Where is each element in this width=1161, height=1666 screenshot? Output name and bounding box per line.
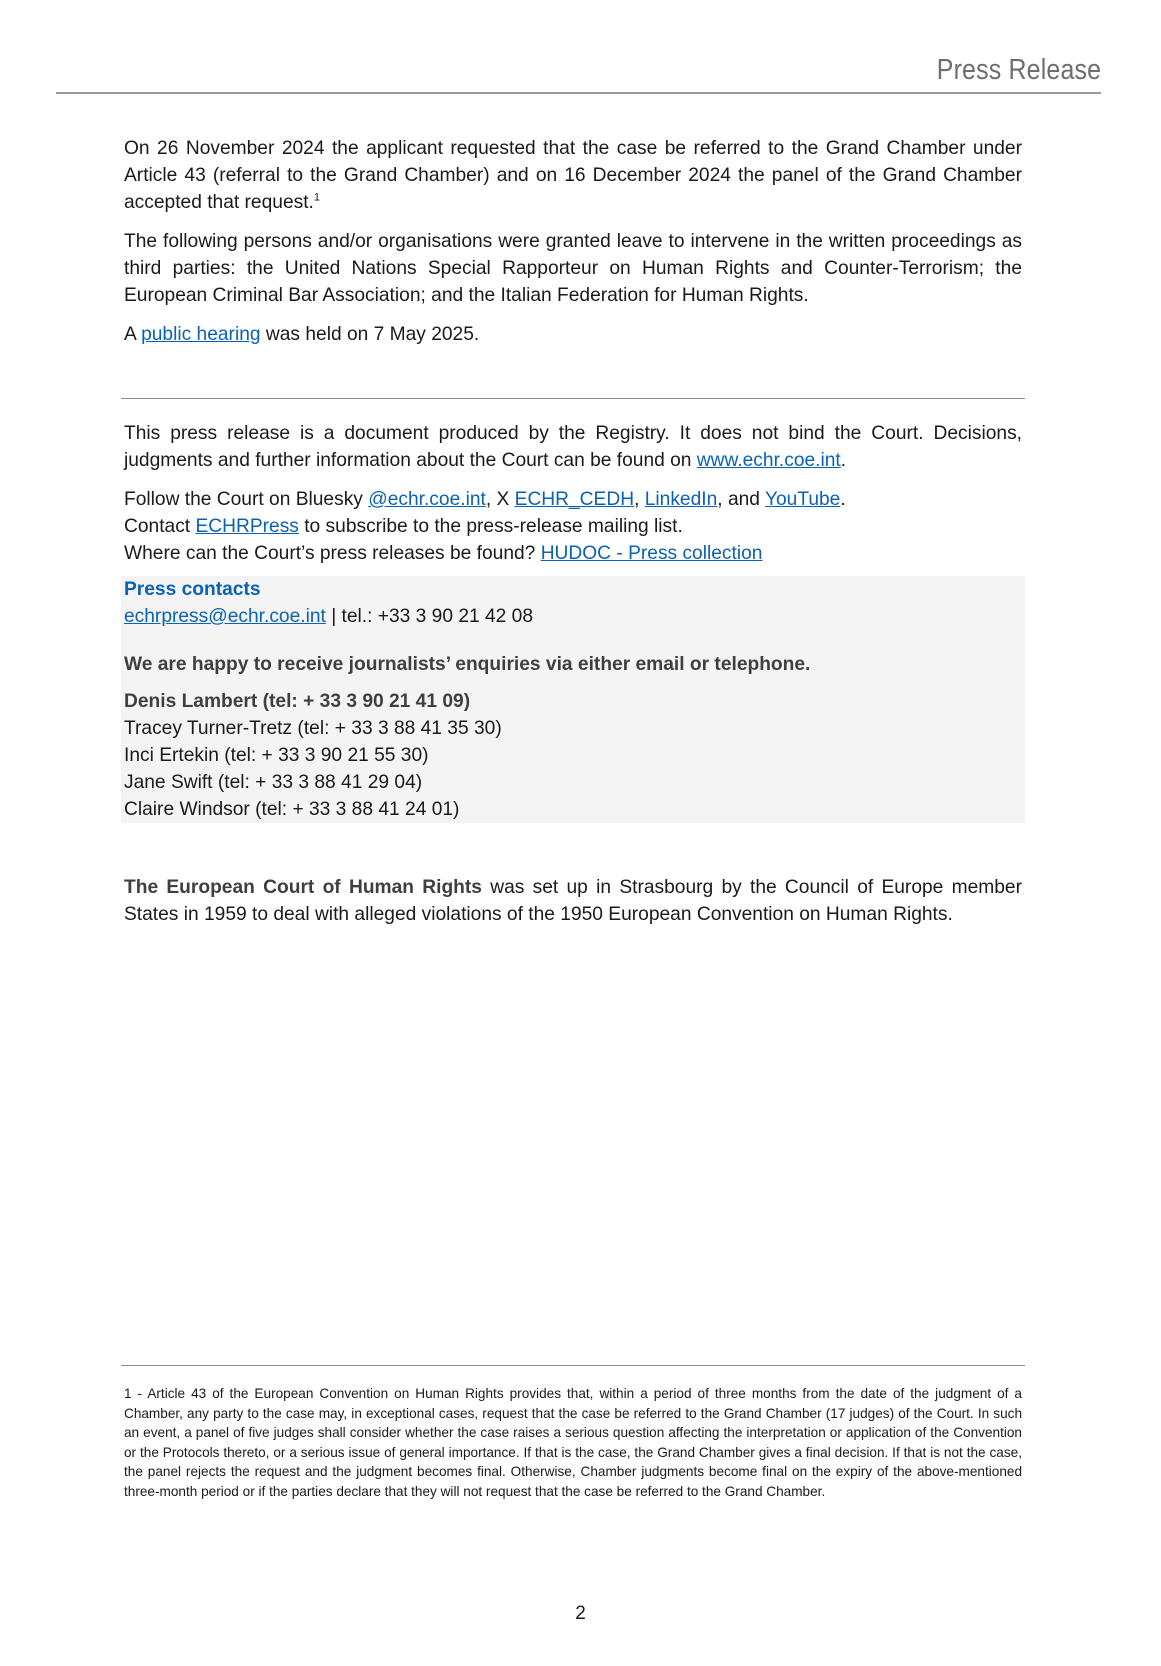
about-end: . [840,450,847,471]
press-contacts-section [124,576,1022,823]
where-prefix: Where can the Court’s press releases be found? [124,543,541,564]
court-paragraph [124,874,1022,928]
contact-item: Inci Ertekin (tel: + 33 3 90 21 55 30) [124,745,429,766]
contact-item: Jane Swift (tel: + 33 3 88 41 29 04) [124,772,423,793]
follow-prefix: Follow the Court on Bluesky [124,489,369,510]
footnote-divider [121,1365,1025,1366]
x-link[interactable]: ECHR_CEDH [514,489,635,510]
contact-suffix: to subscribe to the press-release mailing list. [298,516,683,537]
hudoc-press-link[interactable]: HUDOC - Press collection [540,543,763,564]
intro-paragraph-referral [124,135,1022,216]
contact-prefix: Contact [124,516,196,537]
bluesky-link[interactable]: @echr.coe.int [368,489,486,510]
press-email-link[interactable]: echrpress@echr.coe.int [124,606,326,627]
section-divider [121,398,1025,399]
court-name: The European Court of Human Rights [124,877,482,898]
intro-paragraph-third-parties: The following persons and/or organisations were granted leave to intervene in the written proceedings as third parties: the United Nations Special Rapporteur on Human Rights and Counter-Terrorism; the European Criminal Bar Association; and the Italian Federation for Human Rights. [124,231,1022,306]
contact-item: Denis Lambert (tel: + 33 3 90 21 41 09) [124,691,471,712]
court-text: was set up in Strasbourg by the Council of Europe member States in 1959 to deal with alleged violations of the 1950 European Convention on Human Rights. [124,877,1022,925]
intro-paragraph-hearing [124,321,1022,348]
echrpress-link[interactable]: ECHRPress [195,516,299,537]
public-hearing-link[interactable]: public hearing [141,324,261,345]
page-number: 2 [575,1603,586,1624]
follow-end: . [840,489,846,510]
intro-paragraph-referral-text: On 26 November 2024 the applicant requested that the case be referred to the Grand Chamber under Article 43 (referral to the Grand Chamber) and on 16 December 2024 the panel of the Grand Chamber accepted that request. [124,138,1022,213]
page-header [56,50,1101,94]
hearing-suffix: was held on 7 May 2025. [260,324,480,345]
about-section [124,420,1022,567]
intro-section [124,135,1022,360]
where-line [124,540,1022,567]
hearing-prefix: A [124,324,142,345]
press-email-line [124,603,1022,630]
echr-website-link[interactable]: www.echr.coe.int [696,450,841,471]
follow-sep-1: , X [485,489,515,510]
about-text: This press release is a document produced by the Registry. It does not bind the Court. Decisions, judgments and further information about the Court can be found on [124,423,1022,471]
contact-item: Tracey Turner-Tretz (tel: + 33 3 88 41 35 30) [124,718,502,739]
court-section [124,874,1022,940]
press-contacts-heading: Press contacts [124,579,261,600]
follow-sep-2: , [634,489,645,510]
header-title: Press Release [936,54,1101,86]
contact-item: Claire Windsor (tel: + 33 3 88 41 24 01) [124,799,460,820]
follow-sep-3: , and [717,489,765,510]
footnote: 1 - Article 43 of the European Convention on Human Rights provides that, within a period of three months from the date of the judgment of a Chamber, any party to the case may, in exceptional cases, request that the case be referred to the Grand Chamber (17 judges) of the Court. In such an event, a panel of five judges shall consider whether the case raises a serious question affecting the interpretation or application of the Convention or the Protocols thereto, or a serious issue of general importance. If that is the case, the Grand Chamber gives a final decision. If that is not the case, the panel rejects the request and the judgment becomes final. Otherwise, Chamber judgments become final on the expiry of the above-mentioned three-month period or if the parties declare that they will not request that the case be referred to the Grand Chamber. [124,1386,1022,1499]
footnote-ref[interactable]: 1 [313,191,320,204]
contacts-list [124,688,1022,823]
follow-line [124,486,1022,513]
youtube-link[interactable]: YouTube [764,489,841,510]
social-block [124,486,1022,567]
about-paragraph [124,420,1022,474]
press-tel: | tel.: +33 3 90 21 42 08 [325,606,534,627]
linkedin-link[interactable]: LinkedIn [644,489,718,510]
enquiries-note: We are happy to receive journalists’ enquiries via either email or telephone. [124,654,811,675]
contact-line [124,513,1022,540]
